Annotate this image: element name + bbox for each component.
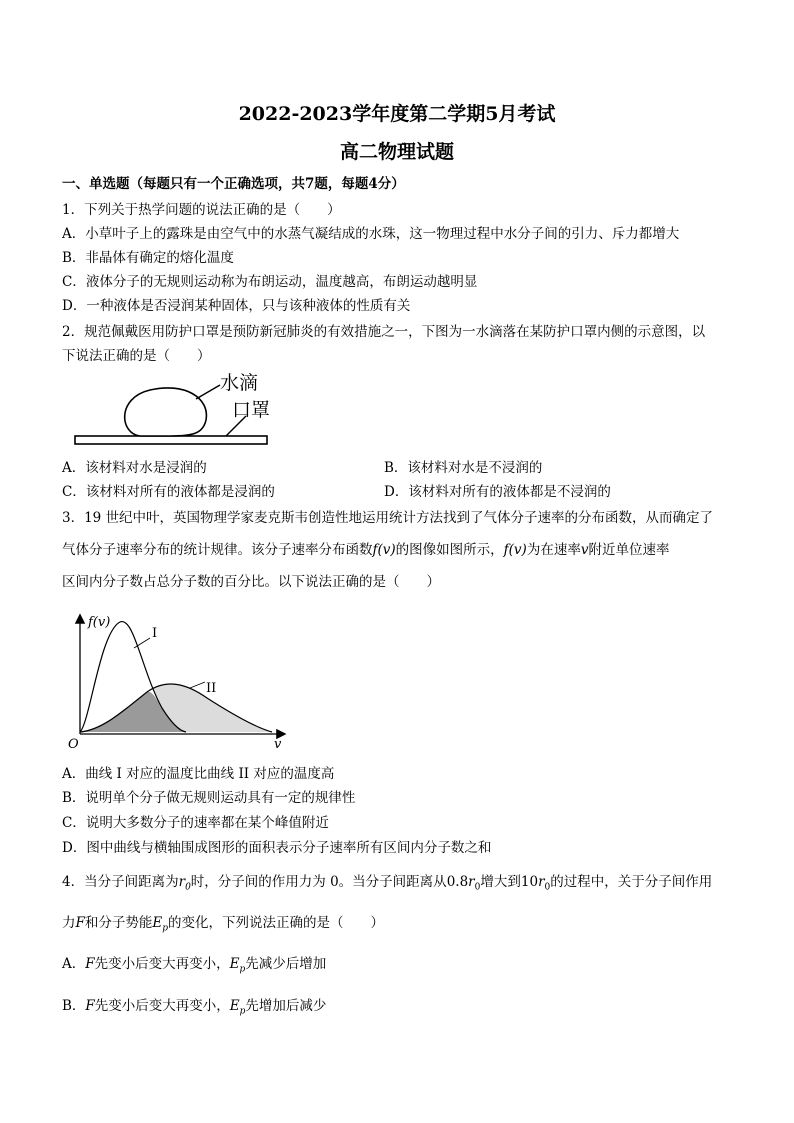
q1-option-a: A．小草叶子上的露珠是由空气中的水蒸气凝结成的水珠，这一物理过程中水分子间的引力、斥力都增大 <box>62 226 680 242</box>
formula-from <box>446 874 481 893</box>
formula-fv-2: f(v) <box>503 542 527 558</box>
curve-2-leader <box>190 682 205 688</box>
q4-option-a <box>62 955 326 979</box>
q3-stem-line3: 区间内分子数占总分子数的百分比。以下说法正确的是（ ） <box>62 574 440 590</box>
q4-text-f: 和分子势能 <box>84 915 153 931</box>
r-symbol: r <box>178 874 186 890</box>
q2-option-c: C．该材料对所有的液体都是浸润的 <box>62 484 275 500</box>
q1-option-c: C．液体分子的无规则运动称为布朗运动，温度越高，布朗运动越明显 <box>62 274 478 290</box>
y-axis-label: f(v) <box>88 615 111 630</box>
q4-text-e: 力 <box>62 915 76 931</box>
q4-b-Ep <box>229 998 246 1017</box>
formula-fv: f(v) <box>372 542 396 558</box>
r-subscript-3: 0 <box>544 882 551 893</box>
r-symbol-3: r <box>538 874 545 890</box>
curve-1-label: I <box>152 626 158 641</box>
q4-stem-line2 <box>62 914 384 938</box>
q4-b-label: B． <box>62 998 86 1014</box>
drop-pointer <box>196 385 220 399</box>
water-drop <box>125 388 207 436</box>
q4-a-ep-sub: p <box>239 964 246 975</box>
r-subscript-2: 0 <box>474 882 481 893</box>
q2-option-d: D．该材料对所有的液体都是不浸润的 <box>384 484 611 500</box>
q4-b-ep-symbol: E <box>229 998 240 1014</box>
q4-b-F: F <box>85 998 95 1014</box>
x-axis-label: v <box>274 737 282 752</box>
from-value: 0.8 <box>446 874 469 890</box>
q2-option-b: B．该材料对水是不浸润的 <box>384 460 543 476</box>
curve-2-label: II <box>206 681 217 696</box>
formula-v: v <box>580 542 589 558</box>
q4-stem-line1 <box>62 873 712 897</box>
q3-stem-text-a: 气体分子速率分布的统计规律。该分子速率分布函数 <box>62 542 373 558</box>
formula-Ep <box>152 915 168 934</box>
q3-option-d: D．图中曲线与横轴围成图形的面积表示分子速率所有区间内分子数之和 <box>62 840 492 856</box>
ep-subscript: p <box>162 923 168 934</box>
q3-stem-line2 <box>62 541 669 559</box>
q4-b-ep-sub: p <box>239 1006 246 1017</box>
q3-stem-line1: 3．19 世纪中叶，英国物理学家麦克斯韦创造性地运用统计方法找到了气体分子速率的分布函数，从而确定了 <box>62 510 714 526</box>
q4-text-b: 时，分子间的作用力为 0。当分子间距离从 <box>190 874 447 890</box>
q1-stem: 1．下列关于热学问题的说法正确的是（ ） <box>62 202 341 218</box>
ep-symbol: E <box>152 915 163 931</box>
q4-text-d: 的过程中，关于分子间作用 <box>550 874 713 890</box>
q3-option-c: C．说明大多数分子的速率都在某个峰值附近 <box>62 815 329 831</box>
r-subscript: 0 <box>185 882 191 893</box>
q4-b-text2: 先增加后减少 <box>245 998 327 1014</box>
drop-label: 水滴 <box>220 372 259 394</box>
q1-option-b: B．非晶体有确定的熔化温度 <box>62 250 234 266</box>
q4-a-Ep <box>229 956 246 975</box>
q3-stem-text-c: 为在速率 <box>526 542 581 558</box>
q3-option-b: B．说明单个分子做无规则运动具有一定的规律性 <box>62 790 356 806</box>
to-value: 10 <box>520 874 539 890</box>
q2-stem-line1: 2．规范佩戴医用防护口罩是预防新冠肺炎的有效措施之一，下图为一水滴落在某防护口罩内侧的示意图，以 <box>62 324 706 340</box>
q4-text-g: 的变化，下列说法正确的是（ ） <box>168 915 384 931</box>
q4-text-a: 4．当分子间距离为 <box>62 874 179 890</box>
q3-stem-text-d: 附近单位速率 <box>588 542 670 558</box>
q4-a-ep-symbol: E <box>229 956 240 972</box>
speed-distribution-figure <box>62 612 292 752</box>
formula-F: F <box>75 915 85 931</box>
exam-subtitle: 高二物理试题 <box>339 141 454 163</box>
q2-stem-line2: 下说法正确的是（ ） <box>62 348 211 364</box>
water-drop-figure <box>70 368 290 450</box>
exam-title: 2022-2023学年度第二学期5月考试 <box>238 103 556 125</box>
q4-a-text1: 先变小后变大再变小， <box>94 956 230 972</box>
q3-stem-text-b: 的图像如图所示， <box>395 542 504 558</box>
formula-r0 <box>178 874 191 893</box>
q2-option-a: A．该材料对水是浸润的 <box>62 460 207 476</box>
r-symbol-2: r <box>468 874 475 890</box>
mask-surface <box>75 436 267 444</box>
section-heading: 一、单选题（每题只有一个正确选项，共7题，每题4分） <box>62 176 405 192</box>
q4-a-F: F <box>85 956 95 972</box>
q4-a-text2: 先减少后增加 <box>245 956 327 972</box>
q3-option-a: A．曲线 I 对应的温度比曲线 II 对应的温度高 <box>62 766 335 782</box>
q4-text-c: 增大到 <box>480 874 521 890</box>
q1-option-d: D．一种液体是否浸润某种固体，只与该种液体的性质有关 <box>62 298 411 314</box>
formula-to <box>520 874 551 893</box>
q4-b-text1: 先变小后变大再变小， <box>94 998 230 1014</box>
mask-label: 口罩 <box>232 399 271 421</box>
q4-a-label: A． <box>62 956 86 972</box>
q4-option-b <box>62 997 326 1021</box>
origin-label: O <box>68 737 79 752</box>
